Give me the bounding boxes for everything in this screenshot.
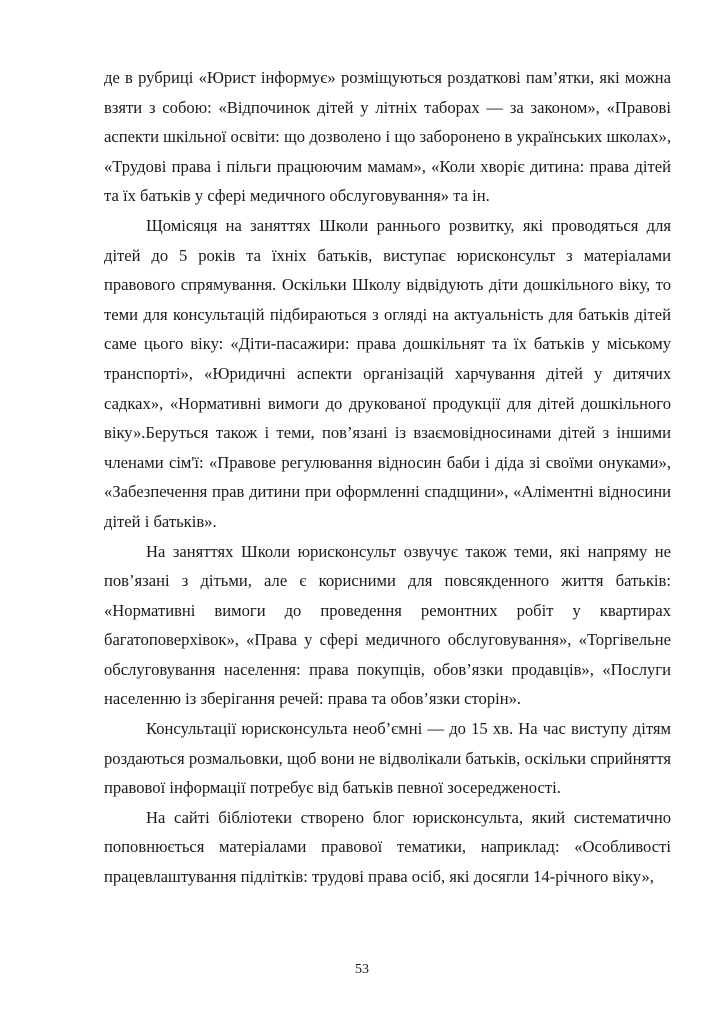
paragraph-early-development-school: Щомісяця на заняттях Школи раннього розвитку, які проводяться для дітей до 5 років та їхніх батьків, виступає юрисконсульт з матеріалами правового спрямування. Оскільки Школу відвідують діти дошкільного віку, то теми для консультацій підбираються з огляді на актуальність для батьків дітей саме цього віку: «Діти-пасажири: права дошкільнят та їх батьків у міському транспорті», «Юридичні аспекти організацій харчування дітей у дитячих садках», «Нормативні вимоги до друкованої продукції для дітей дошкільного віку».Беруться також і теми, пов’язані із взаємовідносинами дітей з іншими членами сім'ї: «Правове регулювання відносин баби і діда зі своїми онуками», «Забезпечення прав дитини при оформленні спадщини», «Аліментні відносини дітей і батьків». bbox=[104, 215, 671, 531]
paragraph-consultations: Консультації юрисконсульта необ’ємні — до 15 хв. На час виступу дітям роздаються розмальовки, щоб вони не відволікали батьків, оскільки сприйняття правової інформації потребує від батьків певної зосередженості. bbox=[104, 719, 671, 798]
paragraph-library-blog: На сайті бібліотеки створено блог юрисконсульта, який систематично поповнюється матеріалами правової тематики, наприклад: «Особливості працевлаштування підлітків: трудові права осіб, які досягли 14-річного віку», bbox=[104, 807, 671, 887]
page-number: 53 bbox=[355, 962, 369, 977]
document-body bbox=[104, 63, 671, 892]
paragraph-continuation: де в рубриці «Юрист інформує» розміщуються роздаткові пам’ятки, які можна взяти з собою: «Відпочинок дітей у літніх таборах — за законом», «Правові аспекти шкільної освіти: що дозволено і що заборонено в українських школах», «Трудові права і пільги працюючим мамам», «Коли хворіє дитина: права дітей та їх батьків у сфері медичного обслуговування» та ін. bbox=[104, 68, 671, 206]
paragraph-school-topics: На заняттях Школи юрисконсульт озвучує також теми, які напряму не пов’язані з дітьми, але є корисними для повсякденного життя батьків: «Нормативні вимоги до проведення ремонтних робіт у квартирах багатоповерхівок», «Права у сфері медичного обслуговування», «Торгівельне обслуговування населення: права покупців, обов’язки продавців», «Послуги населенню із зберігання речей: права та обов’язки сторін». bbox=[104, 541, 671, 709]
